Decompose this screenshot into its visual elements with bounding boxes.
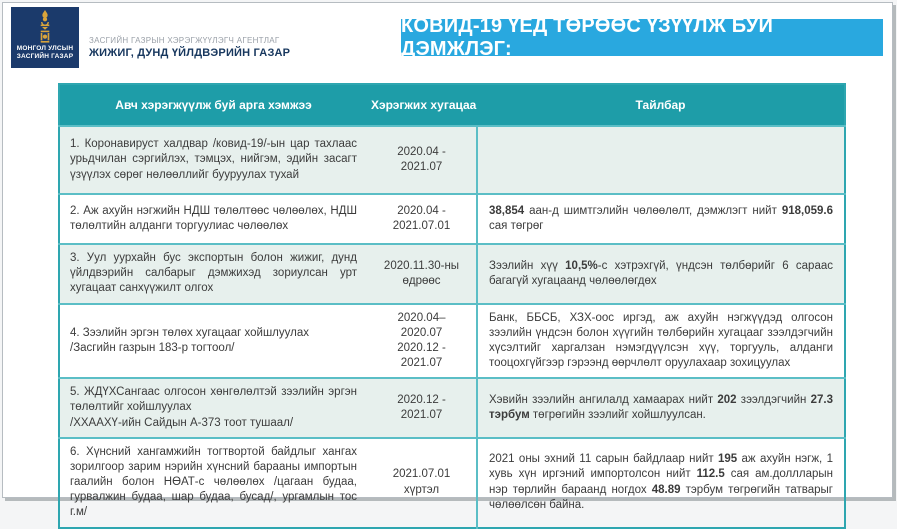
support-measures-table [58,83,846,529]
table-row [59,378,845,438]
period-cell: 2020.04– 2020.07 2020.12 - 2021.07 [367,304,477,379]
period-cell: 2020.12 - 2021.07 [367,378,477,438]
soyombo-icon [35,10,55,43]
period-cell: 2021.07.01 хүртэл [367,438,477,528]
slide [2,2,893,519]
measure-cell: 3. Уул уурхайн бус экспортын болон жижиг, дунд үйлдвэрийн салбарыг дэмжихэд зориулсан урт хугацаат санхүүжилт олгох [59,244,367,304]
measure-cell: 6. Хүнсний хангамжийн тогтвортой байдлыг хангах зорилгоор зарим нэрийн хүнсний барааны импортын гаалийн болон НӨАТ-с чөлөөлөх /цагаан будаа, гурвалжин будаа, шар будаа, бусад/, ургамлын тос г.м/ [59,438,367,528]
slide-title: КОВИД-19 ҮЕД ТӨРӨӨС ҮЗҮҮЛЖ БУЙ ДЭМЖЛЭГ: [401,14,774,60]
note-cell: 38,854 аан-д шимтгэлийн чөлөөлөлт, дэмжлэгт нийт 918,059.6 сая төгрөг [477,194,845,244]
measure-cell: 1. Коронавируст халдвар /ковид-19/-ын цар тахлаас урьдчилан сэргийлэх, тэмцэх, нийгэм, эдийн засагт үзүүлэх сөрөг нөлөөллийг бууруулах тухай [59,126,367,194]
agency-superscription: ЗАСГИЙН ГАЗРЫН ХЭРЭГЖҮҮЛЭГЧ АГЕНТЛАГ [89,36,280,45]
period-cell: 2020.04 - 2021.07.01 [367,194,477,244]
measure-cell: 2. Аж ахуйн нэгжийн НДШ төлөлтөөс чөлөөлөх, НДШ төлөлтийн алданги торгуулиас чөлөөлөх [59,194,367,244]
column-header-period: Хэрэгжих хугацаа [367,84,477,126]
column-header-note: Тайлбар [477,84,845,126]
table-header-row [59,84,845,126]
agency-block [89,36,290,59]
measure-cell: 5. ЖДҮХСангаас олгосон хөнгөлөлтэй зээлийн эргэн төлөлтийг хойшлуулах /ХХААХҮ-ийн Сайдын А-373 тоот тушаал/ [59,378,367,438]
table-row [59,244,845,304]
note-cell: Зээлийн хүү 10,5%-с хэтрэхгүй, үндсэн төлбөрийг 6 сараас багагүй хугацаанд чөлөөлөгдөх [477,244,845,304]
support-table-body [59,126,845,528]
table-row [59,304,845,379]
note-cell: Банк, ББСБ, ХЗХ-оос иргэд, аж ахуйн нэгжүүдэд олгосон зээлийн үндсэн болон хүүгийн төлбөрийн хугацааг зээлдэгчийн хүсэлтийг харгалзан нэмэгдүүлсэн хүү, торгууль, алданги тооцохгүйгээр гэрээнд өөрчлөлт оруулахаар зохицуулах [477,304,845,379]
table-row [59,194,845,244]
period-cell: 2020.11.30-ны өдрөөс [367,244,477,304]
note-cell [477,126,845,194]
table-row [59,126,845,194]
slide-title-banner [401,14,883,60]
government-logo [11,7,79,68]
note-cell: Хэвийн зээлийн ангилалд хамаарах нийт 202 зээлдэгчийн 27.3 тэрбум төгрөгийн зээлийг хойшлуулсан. [477,378,845,438]
table-row [59,438,845,528]
note-cell: 2021 оны эхний 11 сарын байдлаар нийт 195 аж ахуйн нэгж, 1 хувь хүн иргэний импортолсон нийт 112.5 сая ам.доллларын нэр төрлийн бараанд ногдох 48.89 тэрбум төгрөгийн татварыг чөлөөлсөн байна. [477,438,845,528]
column-header-measure: Авч хэрэгжүүлж буй арга хэмжээ [59,84,367,126]
agency-name: ЖИЖИГ, ДУНД ҮЙЛДВЭРИЙН ГАЗАР [89,47,291,59]
measure-cell: 4. Зээлийн эргэн төлөх хугацааг хойшлуулах /Засгийн газрын 183-р тогтоол/ [59,304,367,379]
period-cell: 2020.04 - 2021.07 [367,126,477,194]
logo-org-name: МОНГОЛ УЛСЫН ЗАСГИЙН ГАЗАР [16,45,74,60]
